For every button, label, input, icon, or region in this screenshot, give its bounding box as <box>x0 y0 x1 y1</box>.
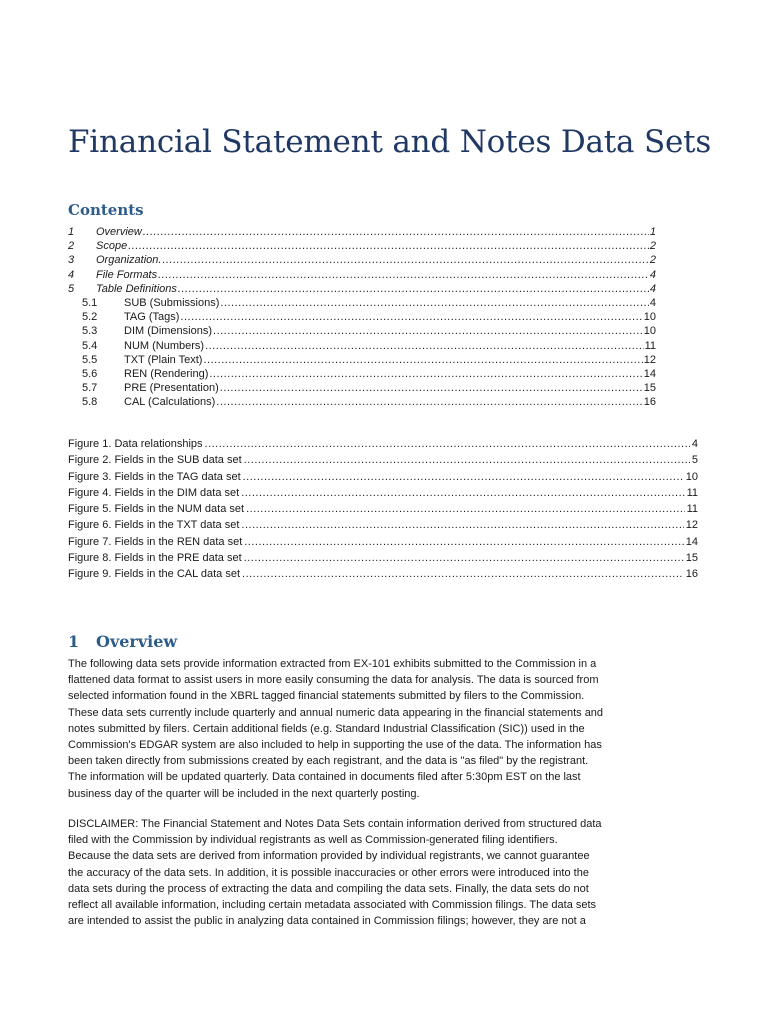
figure-entry-page: 10 <box>685 470 698 483</box>
figure-entry-label: Figure 5. Fields in the NUM data set <box>68 503 245 516</box>
toc-entry-label: PRE (Presentation) <box>124 382 219 395</box>
toc-subentry[interactable] <box>68 353 656 367</box>
toc-entry-number: 5.5 <box>82 353 98 366</box>
figure-entry-label: Figure 8. Fields in the PRE data set <box>68 552 242 565</box>
toc-entry-number: 5.4 <box>82 339 98 352</box>
toc-entry-label: Scope <box>96 240 128 253</box>
paragraph-line: the accuracy of the data sets. In addition, it is possible inaccuracies or other errors were introduced into the <box>68 866 589 879</box>
figure-leader <box>241 517 683 533</box>
toc-entry-number: 5.8 <box>82 396 98 409</box>
toc-entry-page: 4 <box>649 282 656 295</box>
figure-entry-label: Figure 7. Fields in the REN data set <box>68 535 243 548</box>
toc-entry-page: 4 <box>649 296 656 309</box>
document-title: Financial Statement and Notes Data Sets <box>68 124 712 160</box>
toc-leader <box>162 253 648 267</box>
toc-entry-label: TAG (Tags) <box>124 311 180 324</box>
table-of-figures <box>68 436 698 583</box>
overview-paragraph <box>68 656 698 802</box>
toc-leader <box>220 381 643 395</box>
toc-entry-label: CAL (Calculations) <box>124 396 216 409</box>
figure-leader <box>243 469 684 485</box>
figure-entry[interactable] <box>68 566 698 582</box>
paragraph-line: notes submitted by filers. Certain additional fields (e.g. Standard Industrial Classification (SIC)) used in the <box>68 722 585 735</box>
figure-entry-label: Figure 9. Fields in the CAL data set <box>68 568 241 581</box>
paragraph-line: business day of the quarter will be included in the next quarterly posting. <box>68 787 420 800</box>
figure-entry-label: Figure 4. Fields in the DIM data set <box>68 486 240 499</box>
toc-entry-page: 12 <box>643 353 656 366</box>
toc-entry-number: 5 <box>68 282 75 295</box>
toc-entry-page: 2 <box>649 240 656 253</box>
figure-entry[interactable] <box>68 469 698 485</box>
figure-entry[interactable] <box>68 550 698 566</box>
figure-leader <box>242 566 684 582</box>
paragraph-line: filed with the Commission by individual registrants as well as Commission-generated filing identifiers. <box>68 834 558 847</box>
figure-entry[interactable] <box>68 517 698 533</box>
paragraph-line: Because the data sets are derived from information provided by individual registrants, we cannot guarantee <box>68 850 590 863</box>
toc-entry-number: 5.6 <box>82 367 98 380</box>
paragraph-line: reflect all available information, including certain metadata associated with Commission filings. The data sets <box>68 899 597 912</box>
figure-entry-page: 11 <box>686 503 698 516</box>
toc-entry[interactable] <box>68 282 656 296</box>
figure-entry-page: 4 <box>691 438 698 450</box>
section-title: Overview <box>96 632 178 651</box>
toc-subentry[interactable] <box>68 339 656 353</box>
paragraph-line: flattened data format to assist users in more easily consuming the data for analysis. The data is sourced from <box>68 674 599 687</box>
toc-entry-page: 1 <box>649 226 656 238</box>
paragraph-line: are intended to assist the public in analyzing data contained in Commission filings; however, they are not a <box>68 915 586 928</box>
toc-subentry[interactable] <box>68 395 656 409</box>
toc-entry[interactable] <box>68 268 656 282</box>
figure-entry-label: Figure 2. Fields in the SUB data set <box>68 454 242 467</box>
toc-entry-page: 2 <box>649 254 656 267</box>
toc-subentry[interactable] <box>68 324 656 338</box>
contents-heading: Contents <box>68 201 144 219</box>
toc-leader <box>203 353 642 367</box>
toc-entry-number: 1 <box>68 226 75 238</box>
toc-entry-page: 4 <box>649 268 656 281</box>
toc-entry-label: NUM (Numbers) <box>124 339 205 352</box>
toc-subentry[interactable] <box>68 296 656 310</box>
toc-subentry[interactable] <box>68 310 656 324</box>
paragraph-line: The following data sets provide information extracted from EX-101 exhibits submitted to the Commission in a <box>68 658 597 670</box>
figure-entry[interactable] <box>68 534 698 550</box>
figure-entry[interactable] <box>68 485 698 501</box>
toc-entry-page: 10 <box>643 325 656 338</box>
toc-subentry[interactable] <box>68 367 656 381</box>
figure-leader <box>246 501 685 517</box>
figure-entry-label: Figure 6. Fields in the TXT data set <box>68 519 240 532</box>
figure-entry-label: Figure 3. Fields in the TAG data set <box>68 470 241 483</box>
toc-entry-label: DIM (Dimensions) <box>124 325 213 338</box>
paragraph-line: DISCLAIMER: The Financial Statement and Notes Data Sets contain information derived from structured data <box>68 818 602 830</box>
toc-leader <box>128 239 649 253</box>
toc-entry-page: 10 <box>643 311 656 324</box>
toc-entry-number: 5.3 <box>82 325 98 338</box>
toc-leader <box>205 339 644 353</box>
section-number: 1 <box>68 632 80 651</box>
toc-entry-label: Organization. <box>96 254 162 267</box>
figure-leader <box>244 550 684 566</box>
toc-entry-number: 3 <box>68 254 75 267</box>
toc-subentry[interactable] <box>68 381 656 395</box>
section-heading-overview <box>68 632 177 651</box>
toc-entry-page: 15 <box>643 382 656 395</box>
paragraph-line: selected information found in the XBRL tagged financial statements submitted by filers to the Commission. <box>68 690 585 703</box>
toc-entry-label: TXT (Plain Text) <box>124 353 203 366</box>
toc-entry-label: Overview <box>96 226 142 238</box>
figure-entry-label: Figure 1. Data relationships <box>68 438 203 450</box>
toc-entry-label: SUB (Submissions) <box>124 296 220 309</box>
figure-leader <box>244 452 690 468</box>
toc-entry-number: 5.2 <box>82 311 98 324</box>
toc-leader <box>220 296 649 310</box>
toc-entry-number: 5.7 <box>82 382 98 395</box>
paragraph-line: These data sets currently include quarterly and annual numeric data appearing in the financial statements and <box>68 706 604 719</box>
toc-leader <box>143 225 649 239</box>
paragraph-line: The information will be updated quarterly. Data contained in documents filed after 5:30pm EST on the last <box>68 771 581 784</box>
toc-leader <box>209 367 642 381</box>
figure-entry[interactable] <box>68 436 698 452</box>
toc-entry-page: 16 <box>643 396 656 409</box>
toc-entry[interactable] <box>68 225 656 239</box>
toc-entry-number: 5.1 <box>82 296 98 309</box>
figure-entry-page: 14 <box>685 535 698 548</box>
toc-entry[interactable] <box>68 253 656 267</box>
toc-entry-label: REN (Rendering) <box>124 367 209 380</box>
figure-entry-page: 16 <box>685 568 698 581</box>
paragraph-line: data sets during the process of extracting the data and compiling the data sets. Finally, the data sets do not <box>68 882 589 895</box>
toc-leader <box>180 310 642 324</box>
figure-entry-page: 5 <box>691 454 698 467</box>
toc-entry-number: 4 <box>68 268 75 281</box>
toc-entry-page: 11 <box>644 339 656 352</box>
disclaimer-paragraph <box>68 816 698 929</box>
paragraph-line: Commission's EDGAR system are also included to help in supporting the use of the data. The information has <box>68 739 602 752</box>
toc-leader <box>158 268 649 282</box>
figure-entry-page: 12 <box>685 519 698 532</box>
figure-entry-page: 11 <box>686 486 698 499</box>
paragraph-line: been taken directly from submissions created by each registrant, and the data is "as filed" by the registrant. <box>68 755 589 768</box>
figure-entry[interactable] <box>68 501 698 517</box>
toc-leader <box>213 324 643 338</box>
toc-entry[interactable] <box>68 239 656 253</box>
table-of-contents <box>68 225 656 409</box>
toc-entry-page: 14 <box>643 367 656 380</box>
figure-leader <box>241 485 684 501</box>
toc-entry-number: 2 <box>68 240 75 253</box>
figure-entry[interactable] <box>68 452 698 468</box>
toc-leader <box>178 282 649 296</box>
toc-entry-label: File Formats <box>96 268 158 281</box>
figure-leader <box>205 436 690 452</box>
figure-entry-page: 15 <box>685 552 698 565</box>
toc-entry-label: Table Definitions <box>96 282 177 295</box>
toc-leader <box>216 395 642 409</box>
figure-leader <box>244 534 684 550</box>
